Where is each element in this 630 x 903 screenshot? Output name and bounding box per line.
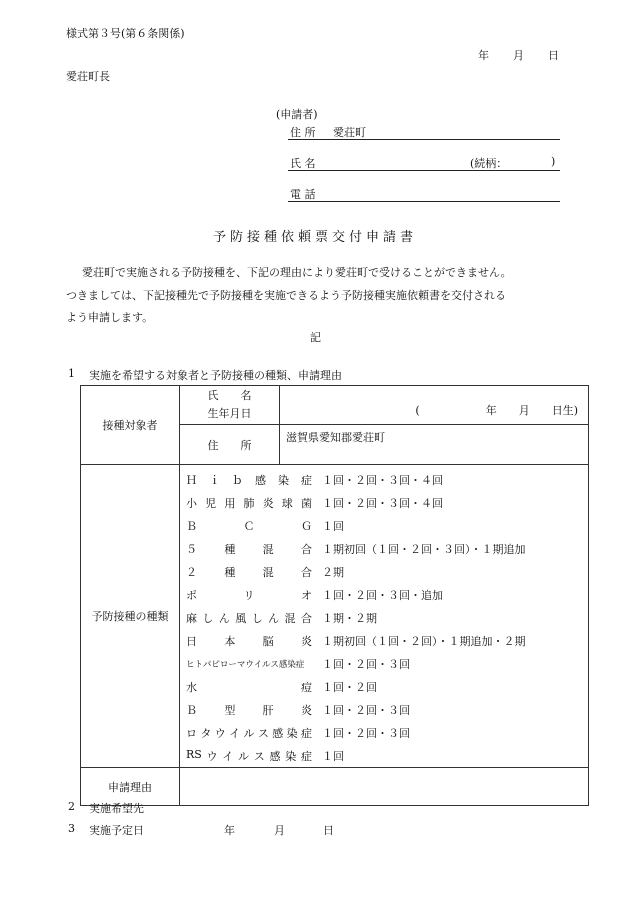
vaccine-name-part: Ｂ [186, 703, 197, 717]
vaccine-name-part: 麻 [186, 611, 197, 625]
vaccine-name-part: 混 [262, 565, 274, 579]
table-address-label: 住 所 [207, 438, 252, 452]
vaccine-name-part: イ [229, 726, 241, 740]
vaccine-dose-options[interactable]: １回・２回・３回・４回 [322, 473, 443, 487]
vaccine-row[interactable] [180, 606, 588, 629]
vaccine-name-part: ル [238, 749, 250, 763]
vaccine-name [180, 587, 312, 603]
vaccine-label-cell [81, 465, 180, 768]
vaccine-row[interactable] [180, 744, 588, 767]
vaccine-name-part: 症 [301, 473, 312, 487]
form-number: 様式第３号(第６条関係) [66, 27, 185, 40]
vaccine-name-part: ｂ [232, 473, 243, 487]
vaccine-name-part: ポ [186, 588, 197, 602]
vaccine-name-part: 小 [186, 496, 197, 510]
vaccine-label: 予防接種の種類 [91, 610, 169, 623]
vaccine-name-part: 炎 [262, 496, 274, 510]
vaccine-name-part: 染 [285, 749, 297, 763]
section1-number: 1 [68, 367, 75, 380]
vaccine-name-part: 菌 [300, 496, 312, 510]
vaccine-name-part: 痘 [301, 680, 312, 694]
vaccine-name [180, 610, 312, 626]
table-birth-label: 生年月日 [207, 407, 252, 420]
vaccine-name-part: 肝 [262, 703, 274, 717]
vaccine-name-part: 感 [272, 726, 284, 740]
vaccine-name-part: し [251, 611, 263, 625]
vaccine-name-part: 混 [262, 542, 274, 556]
section2-number: 2 [68, 800, 75, 813]
address-label: 住 所 [290, 126, 316, 139]
vaccine-name-part: 感 [269, 749, 281, 763]
vaccine-name-part: Ｂ [186, 519, 197, 533]
vaccine-name-part: ウ [206, 749, 218, 763]
relation-close: ) [551, 155, 556, 168]
date-year: 年 [478, 49, 489, 62]
vaccine-row[interactable] [180, 652, 588, 675]
vaccine-name [180, 748, 312, 764]
vaccine-list-cell [180, 465, 589, 768]
vaccine-name-part: RS [186, 747, 202, 761]
vaccine-row[interactable] [180, 675, 588, 698]
addressee: 愛荘町長 [66, 70, 110, 83]
vaccine-name [180, 658, 312, 670]
table-address-value: 滋賀県愛知郡愛荘町 [286, 431, 385, 444]
name-label: 氏 名 [290, 157, 316, 170]
vaccine-row[interactable] [180, 721, 588, 744]
vaccine-name-part: タ [200, 726, 212, 740]
vaccine-name-part: 混 [284, 611, 296, 625]
vaccine-name-part: イ [222, 749, 234, 763]
address-value: 愛荘町 [333, 126, 366, 139]
vaccine-dose-options[interactable]: １回・２回・３回 [322, 703, 410, 717]
vaccine-name-part: 型 [224, 703, 236, 717]
vaccine-name-part: 炎 [300, 703, 312, 717]
birth-value: ( 年 月 日生) [415, 404, 578, 417]
vaccine-dose-options[interactable]: １回・２回・３回・４回 [322, 496, 443, 510]
vaccine-dose-options[interactable]: １回 [322, 749, 344, 763]
relation-label: (続柄： [470, 157, 508, 170]
vaccine-row[interactable] [180, 514, 588, 537]
vaccine-name-part: 合 [300, 611, 312, 625]
subject-label-cell [81, 386, 180, 465]
vaccine-name [180, 633, 312, 649]
section2-text: 実施希望先 [89, 802, 144, 815]
phone-label: 電 話 [290, 188, 316, 201]
section3-month: 月 [274, 824, 285, 837]
vaccine-dose-options[interactable]: １回 [322, 519, 344, 533]
vaccine-name-part: ロ [186, 726, 197, 740]
name-birth-label-cell [180, 386, 280, 425]
vaccine-name-part: 種 [224, 542, 236, 556]
vaccine-row[interactable] [180, 560, 588, 583]
vaccine-name-part: ル [243, 726, 255, 740]
vaccine-dose-options[interactable]: １回・２回 [322, 680, 377, 694]
vaccine-name-part: Ｃ [243, 519, 255, 533]
vaccine-name [180, 679, 312, 695]
vaccine-name-part: 風 [235, 611, 247, 625]
applicant-heading: (申請者) [276, 108, 318, 121]
vaccine-name-part: リ [243, 588, 255, 602]
vaccine-row[interactable] [180, 491, 588, 514]
vaccine-name-part: 用 [224, 496, 236, 510]
vaccine-name-part: Ｈ [186, 473, 197, 487]
vaccine-dose-options[interactable]: １期初回（１回・２回・３回）・１期追加 [322, 542, 526, 556]
vaccine-name-part: し [202, 611, 214, 625]
ki-mark: 記 [310, 331, 321, 344]
vaccine-row[interactable] [180, 468, 588, 491]
vaccine-list [180, 468, 588, 767]
vaccine-name-part: ウ [214, 726, 226, 740]
address-line [288, 139, 560, 140]
vaccine-dose-options[interactable]: １回・２回・３回 [322, 657, 410, 671]
vaccine-row[interactable] [180, 537, 588, 560]
reason-value-cell[interactable] [180, 768, 589, 806]
reason-label: 申請理由 [108, 780, 152, 794]
vaccine-name [180, 472, 312, 488]
date-month: 月 [513, 49, 524, 62]
vaccine-name-part: ２ [186, 565, 197, 579]
vaccine-name-part: 症 [301, 726, 312, 740]
vaccine-name-part: 染 [278, 473, 289, 487]
vaccine-row[interactable] [180, 629, 588, 652]
vaccine-name-part: 本 [224, 634, 236, 648]
vaccine-name-part: 炎 [300, 634, 312, 648]
vaccine-name-part: 種 [224, 565, 236, 579]
document-title: 予防接種依頼票交付申請書 [212, 230, 417, 245]
vaccine-name-part: 水 [186, 680, 197, 694]
vaccine-name-part: 合 [300, 565, 312, 579]
vaccine-name-part: ス [257, 726, 269, 740]
vaccine-name-part: 球 [281, 496, 293, 510]
name-line [288, 170, 560, 171]
vaccine-dose-options[interactable]: １期・２期 [322, 611, 377, 625]
vaccine-name-part: Ｇ [301, 519, 312, 533]
vaccine-name-part: ん [268, 611, 280, 625]
vaccine-dose-options[interactable]: ２期 [322, 565, 344, 579]
vaccine-name [180, 702, 312, 718]
section3-number: 3 [68, 822, 75, 835]
vaccine-name-part: 肺 [243, 496, 255, 510]
body-line-2: つきましては、下記接種先で予防接種を実施できるよう予防接種実施依頼書を交付される [66, 289, 506, 302]
vaccine-name [180, 725, 312, 741]
vaccine-name [180, 564, 312, 580]
subject-label: 接種対象者 [102, 419, 158, 432]
section1-text: 実施を希望する対象者と予防接種の種類、申請理由 [89, 369, 342, 382]
vaccine-name [180, 518, 312, 534]
vaccine-name-part: ス [253, 749, 265, 763]
vaccine-name-part: 日 [186, 634, 197, 648]
vaccine-name-part: 症 [300, 749, 312, 763]
vaccine-dose-options[interactable]: １回・２回・３回・追加 [322, 588, 443, 602]
vaccine-name-part: ｉ [209, 473, 220, 487]
vaccine-dose-options[interactable]: １期初回（１回・２回）・１期追加・２期 [322, 634, 526, 648]
section3-day: 日 [323, 824, 334, 837]
vaccine-dose-options[interactable]: １回・２回・３回 [322, 726, 410, 740]
table-name-label: 氏 名 [207, 389, 252, 402]
vaccine-name-part: 脳 [262, 634, 274, 648]
vaccine-name-part: 染 [286, 726, 298, 740]
address-value-cell[interactable] [280, 425, 589, 465]
vaccine-name-part: ん [218, 611, 230, 625]
vaccine-name-part: 合 [300, 542, 312, 556]
vaccine-name-part: 児 [205, 496, 217, 510]
vaccine-name [180, 495, 312, 511]
vaccine-name-part: オ [301, 588, 312, 602]
address-label-cell [180, 425, 280, 465]
vaccine-row[interactable] [180, 698, 588, 721]
vaccine-name-part: ５ [186, 542, 197, 556]
vaccine-row[interactable] [180, 583, 588, 606]
section3-year: 年 [224, 824, 235, 837]
vaccine-name [180, 541, 312, 557]
body-line-1: 愛荘町で実施される予防接種を、下記の理由により愛荘町で受けることができません。 [82, 266, 512, 279]
body-line-3: よう申請します。 [66, 311, 154, 324]
vaccine-name-part: ヒトパピローマウイルス感染症 [186, 659, 305, 670]
date-day: 日 [548, 49, 559, 62]
phone-line [288, 201, 560, 202]
application-table [80, 385, 589, 806]
section3-text: 実施予定日 [89, 824, 144, 837]
name-birth-value-cell[interactable] [280, 386, 589, 425]
vaccine-name-part: 感 [255, 473, 266, 487]
